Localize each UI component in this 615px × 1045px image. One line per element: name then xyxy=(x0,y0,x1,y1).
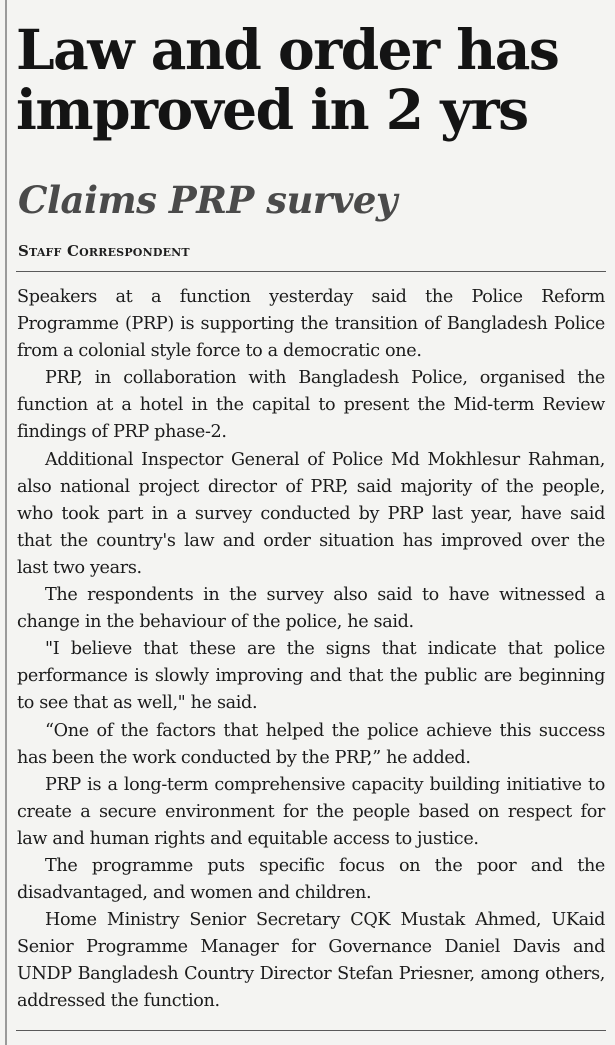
paragraph: PRP is a long-term comprehensive capacity building initiative to create a secure environment for the people based on respect for law and human rights and equitable access to justice. xyxy=(17,774,605,849)
paragraph: Speakers at a function yesterday said the Police Reform Programme (PRP) is supporting the transition of Bangladesh Police from a colonial style force to a democratic one. xyxy=(17,287,605,362)
byline: Staff Correspondent xyxy=(18,242,190,260)
paragraph: PRP, in collaboration with Bangladesh Police, organised the function at a hotel in the capital to present the Mid-term Review findings of PRP phase-2. xyxy=(17,368,605,443)
paragraph: The respondents in the survey also said to have witnessed a change in the behaviour of the police, he said. xyxy=(17,585,605,633)
paragraph: "I believe that these are the signs that indicate that police performance is slowly improving and that the public are beginning to see that as well," he said. xyxy=(17,639,605,714)
paragraph: “One of the factors that helped the police achieve this success has been the work conducted by the PRP,” he added. xyxy=(17,720,605,768)
bottom-rule xyxy=(16,1030,606,1031)
article-body xyxy=(17,284,605,1016)
paragraph: Additional Inspector General of Police Md Mokhlesur Rahman, also national project director of PRP, said majority of the people, who took part in a survey conducted by PRP last year, have said that the country's law and order situation has improved over the last two years. xyxy=(17,449,605,578)
subheadline: Claims PRP survey xyxy=(18,178,397,222)
paragraph: Home Ministry Senior Secretary CQK Mustak Ahmed, UKaid Senior Programme Manager for Governance Daniel Davis and UNDP Bangladesh Country Director Stefan Priesner, among others, addressed the function. xyxy=(17,910,605,1012)
paragraph: The programme puts specific focus on the poor and the disadvantaged, and women and children. xyxy=(17,855,605,904)
headline: Law and order has improved in 2 yrs xyxy=(16,17,559,142)
byline-divider xyxy=(16,271,606,272)
column-divider xyxy=(5,0,7,1045)
